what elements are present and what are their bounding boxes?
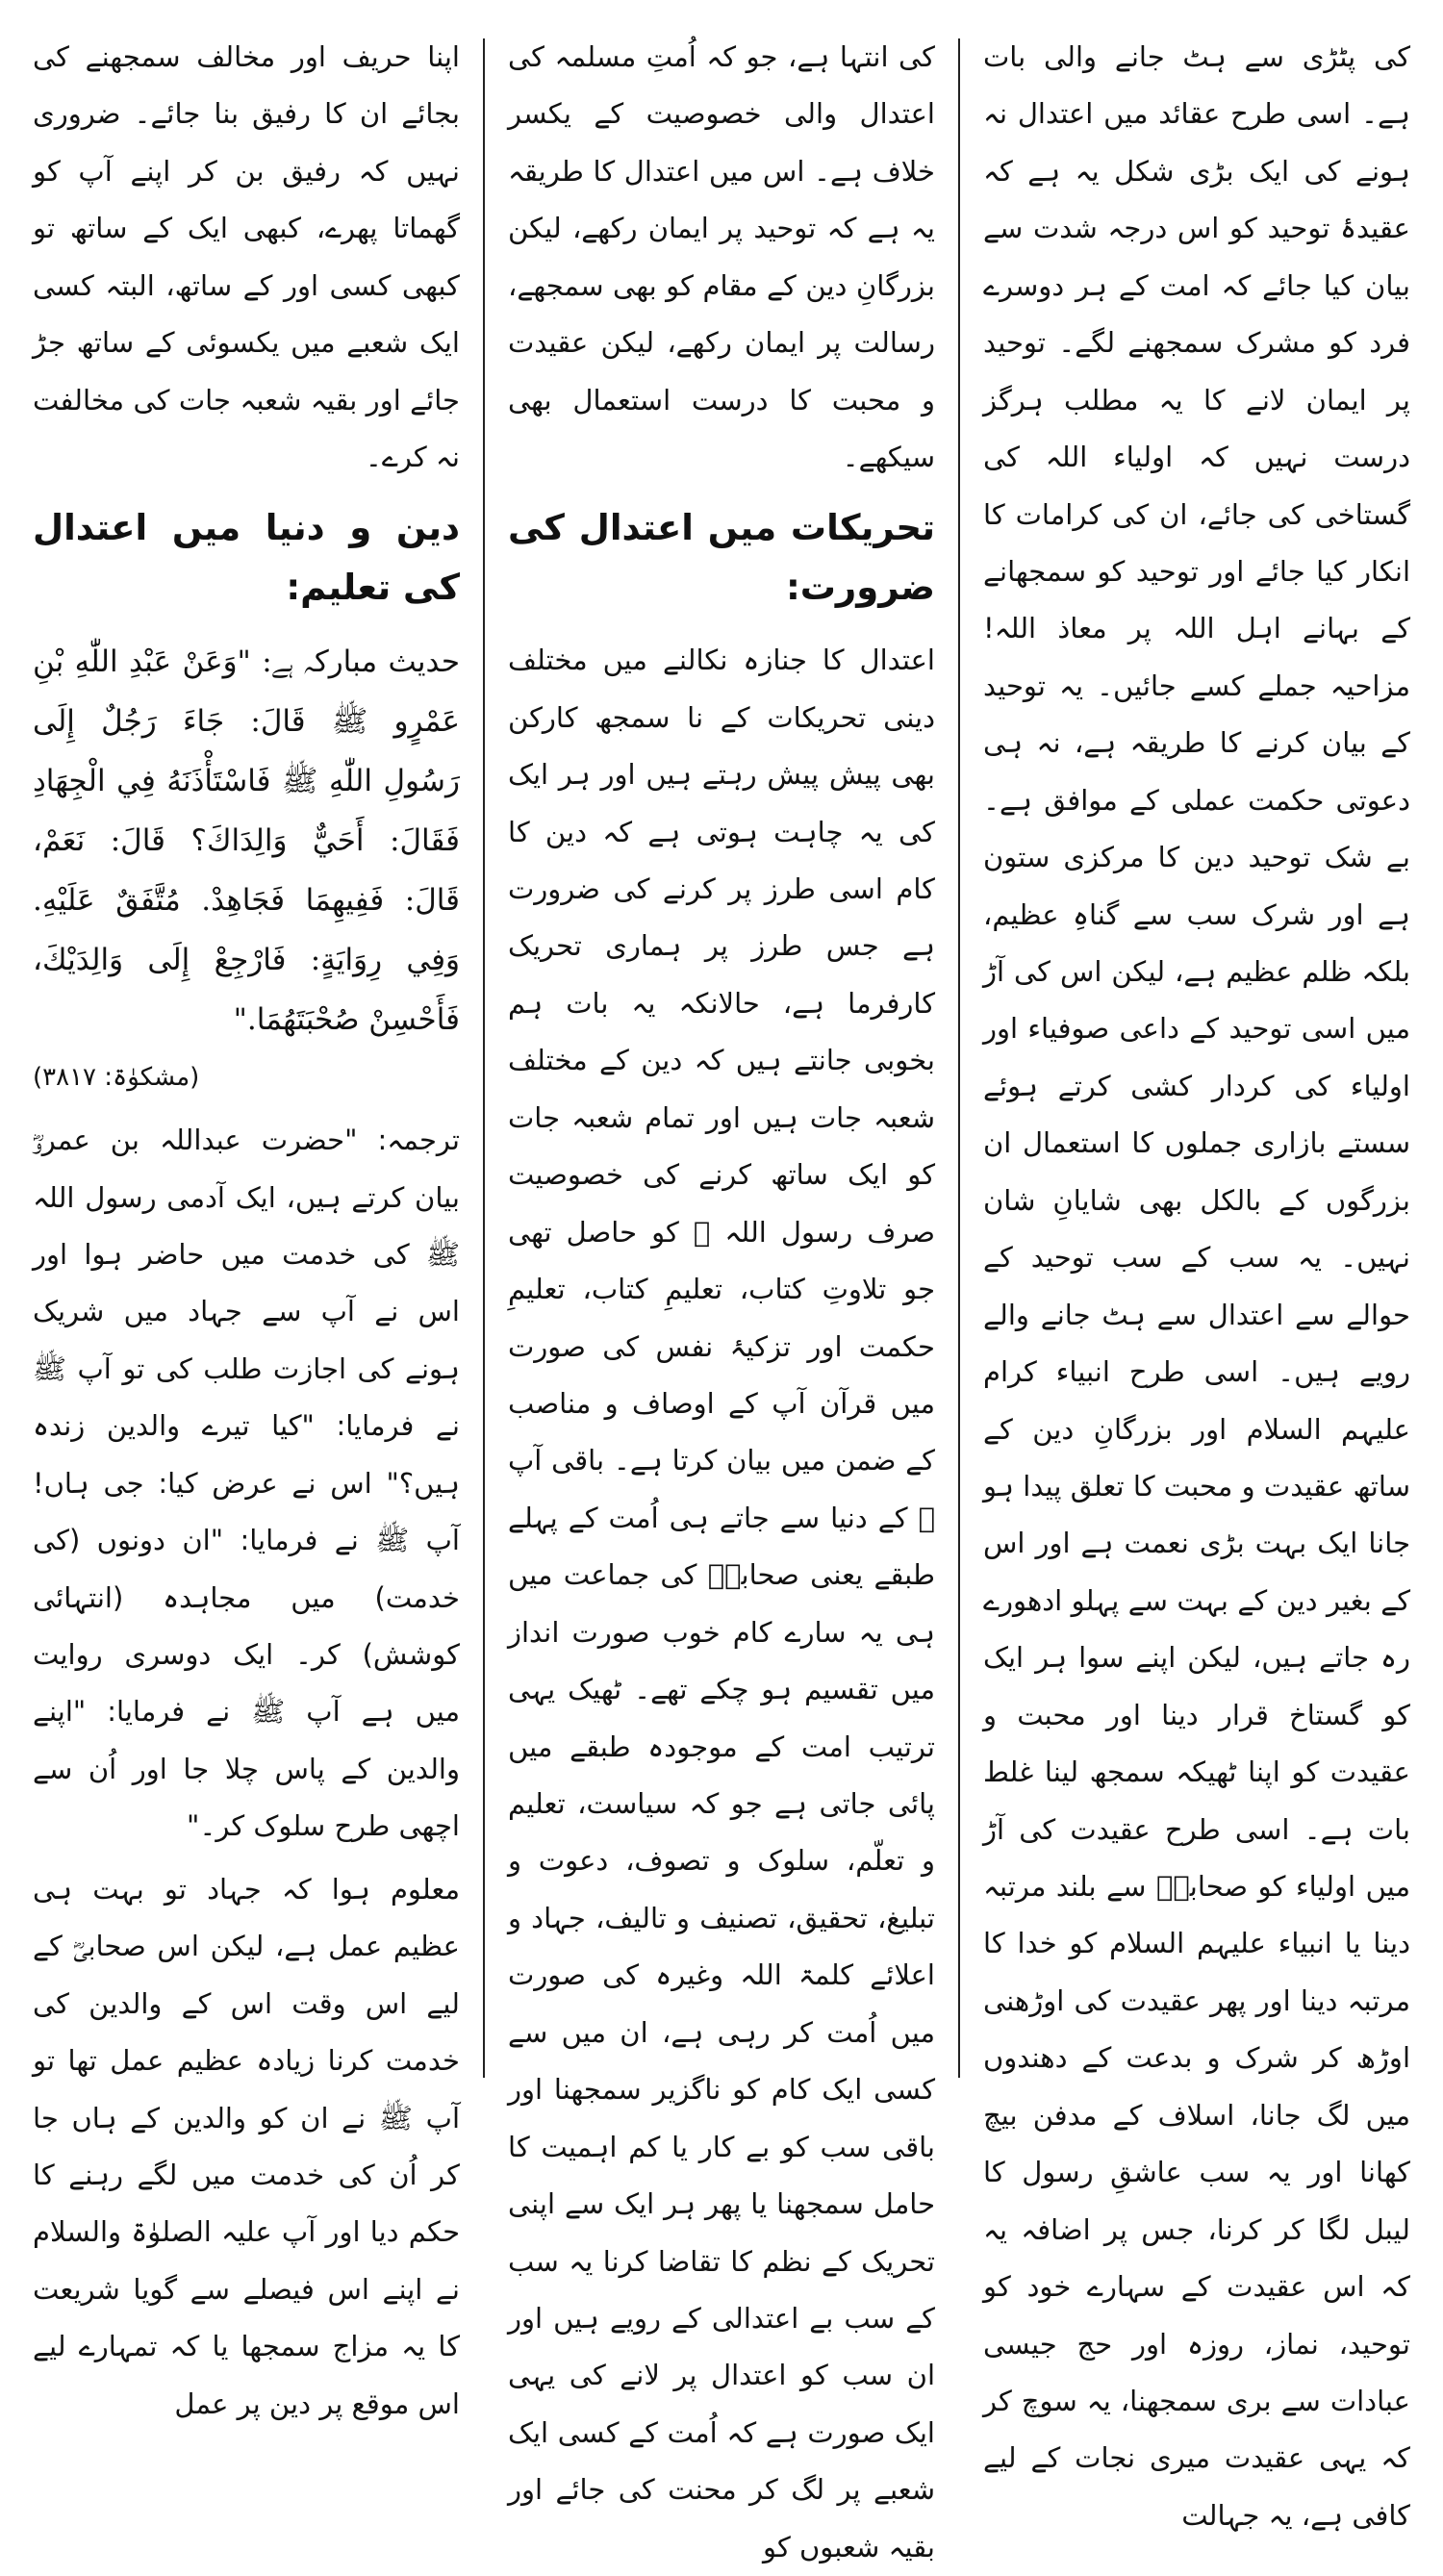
hadith-translation: ترجمہ: "حضرت عبداللہ بن عمروؓ بیان کرتے ہیں، ایک آدمی رسول اللہ ﷺ کی خدمت میں حاضر ہوا اور اس نے آپ سے جہاد میں شریک ہونے کی اجازت طلب کی تو آپ ﷺ نے فرمایا: "کیا تیرے والدین زندہ ہیں؟" اس نے عرض کیا: جی ہاں! آپ ﷺ نے فرمایا: "ان دونوں (کی خدمت) میں مجاہدہ (انتہائی کوشش) کر۔ ایک دوسری روایت میں ہے آپ ﷺ نے فرمایا: "اپنے والدین کے پاس چلا جا اور اُن سے اچھی طرح سلوک کر۔"	[33, 1124, 460, 1843]
column-divider-right	[958, 38, 960, 2078]
section-heading-religion-world: دین و دنیا میں اعتدال کی تعلیم:	[33, 506, 460, 609]
paragraph-left-2: معلوم ہوا کہ جہاد تو بہت ہی عظیم عمل ہے، لیکن اس صحابیؓ کے لیے اس وقت اس کے والدین کی خدمت کرنا زیادہ عظیم عمل تھا تو آپ ﷺ نے ان کو والدین کے ہاں جا کر اُن کی خدمت میں لگے رہنے کا حکم دیا اور آپ علیہ الصلوٰۃ والسلام نے اپنے اس فیصلے سے گویا شریعت کا یہ مزاج سمجھا یا کہ تمہارے لیے اس موقع پر دین پر عمل	[33, 1872, 460, 2420]
three-column-layout	[23, 29, 1420, 2563]
column-middle	[498, 29, 945, 2563]
paragraph-left-1: اپنا حریف اور مخالف سمجھنے کی بجائے ان کا رفیق بنا جائے۔ ضروری نہیں کہ رفیق بن کر اپنے آپ کو گھماتا پھرے، کبھی ایک کے ساتھ تو کبھی کسی اور کے ساتھ، البتہ کسی ایک شعبے میں یکسوئی کے ساتھ جڑ جائے اور بقیہ شعبہ جات کی مخالفت نہ کرے۔	[33, 40, 460, 474]
column-divider-left	[483, 38, 485, 2078]
column-right	[974, 29, 1420, 2532]
paragraph-right-1: کی پٹڑی سے ہٹ جانے والی بات ہے۔ اسی طرح عقائد میں اعتدال نہ ہونے کی ایک بڑی شکل یہ ہے کہ عقیدۂ توحید کو اس درجہ شدت سے بیان کیا جائے کہ امت کے ہر دوسرے فرد کو مشرک سمجھنے لگے۔ توحید پر ایمان لانے کا یہ مطلب ہرگز درست نہیں کہ اولیاء اللہ کی گستاخی کی جائے، ان کی کرامات کا انکار کیا جائے اور توحید کو سمجھانے کے بہانے اہل اللہ پر معاذ اللہ! مزاحیہ جملے کسے جائیں۔ یہ توحید کے بیان کرنے کا طریقہ ہے، نہ ہی دعوتی حکمت عملی کے موافق ہے۔ بے شک توحید دین کا مرکزی ستون ہے اور شرک سب سے گناہِ عظیم، بلکہ ظلم عظیم ہے، لیکن اس کی آڑ میں اسی توحید کے داعی صوفیاء اور اولیاء کی کردار کشی کرتے ہوئے سستے بازاری جملوں کا استعمال ان بزرگوں کے بالکل بھی شایانِ شان نہیں۔ یہ سب کے سب توحید کے حوالے سے اعتدال سے ہٹ جانے والے رویے ہیں۔ اسی طرح انبیاء کرام علیہم السلام اور بزرگانِ دین کے ساتھ عقیدت و محبت کا تعلق پیدا ہو جانا ایک بہت بڑی نعمت ہے اور اس کے بغیر دین کے بہت سے پہلو ادھورے رہ جاتے ہیں، لیکن اپنے سوا ہر ایک کو گستاخ قرار دینا اور محبت و عقیدت کو اپنا ٹھیکہ سمجھ لینا غلط بات ہے۔ اسی طرح عقیدت کی آڑ میں اولیاء کو صحابہؓ سے بلند مرتبہ دینا یا انبیاء علیہم السلام کو خدا کا مرتبہ دینا اور پھر عقیدت کی اوڑھنی اوڑھ کر شرک و بدعت کے دھندوں میں لگ جانا، اسلاف کے مدفن بیچ کھانا اور یہ سب عاشقِ رسول کا لیبل لگا کر کرنا، جس پر اضافہ یہ کہ اس عقیدت کے سہارے خود کو توحید، نماز، روزہ اور حج جیسی عبادات سے بری سمجھنا، یہ سوچ کر کہ یہی عقیدت میری نجات کے لیے کافی ہے، یہ جہالت	[983, 40, 1410, 2532]
section-heading-movements: تحریکات میں اعتدال کی ضرورت:	[508, 506, 935, 609]
paragraph-middle-2: اعتدال کا جنازہ نکالنے میں مختلف دینی تحریکات کے نا سمجھ کارکن بھی پیش پیش رہتے ہیں اور ہر ایک کی یہ چاہت ہوتی ہے کہ دین کا کام اسی طرز پر کرنے کی ضرورت ہے جس طرز پر ہماری تحریک کارفرما ہے، حالانکہ یہ بات ہم بخوبی جانتے ہیں کہ دین کے مختلف شعبہ جات ہیں اور تمام شعبہ جات کو ایک ساتھ کرنے کی خصوصیت صرف رسول اللہ ﷺ کو حاصل تھی جو تلاوتِ کتاب، تعلیمِ کتاب، تعلیمِ حکمت اور تزکیۂ نفس کی صورت میں قرآن آپ کے اوصاف و مناصب کے ضمن میں بیان کرتا ہے۔ باقی آپ ﷺ کے دنیا سے جاتے ہی اُمت کے پہلے طبقے یعنی صحابہؓ کی جماعت میں ہی یہ سارے کام خوب صورت انداز میں تقسیم ہو چکے تھے۔ ٹھیک یہی ترتیب امت کے موجودہ طبقے میں پائی جاتی ہے جو کہ سیاست، تعلیم و تعلّم، سلوک و تصوف، دعوت و تبلیغ، تحقیق، تصنیف و تالیف، جہاد و اعلائے کلمۃ اللہ وغیرہ کی صورت میں اُمت کر رہی ہے، ان میں سے کسی ایک کام کو ناگزیر سمجھنا اور باقی سب کو بے کار یا کم اہمیت کا حامل سمجھنا یا پھر ہر ایک سے اپنی تحریک کے نظم کا تقاضا کرنا یہ سب کے سب بے اعتدالی کے رویے ہیں اور ان سب کو اعتدال پر لانے کی یہی ایک صورت ہے کہ اُمت کے کسی ایک شعبے پر لگ کر محنت کی جائے اور بقیہ شعبوں کو	[508, 644, 935, 2563]
paragraph-middle-1: کی انتہا ہے، جو کہ اُمتِ مسلمہ کی اعتدال والی خصوصیت کے یکسر خلاف ہے۔ اس میں اعتدال کا طریقہ یہ ہے کہ توحید پر ایمان رکھے، لیکن بزرگانِ دین کے مقام کو بھی سمجھے، رسالت پر ایمان رکھے، لیکن عقیدت و محبت کا درست استعمال بھی سیکھے۔	[508, 40, 935, 474]
hadith-reference: (مشکوٰۃ: ۳۸۱۷)	[33, 1063, 200, 1093]
column-left	[23, 29, 469, 2420]
hadith-text: حدیث مبارکہ ہے: "وَعَنْ عَبْدِ اللّٰهِ بْنِ عَمْرٍو ﷺ قَالَ: جَاءَ رَجُلٌ إِلَى رَسُولِ اللّٰهِ ﷺ فَاسْتَأْذَنَهُ فِي الْجِهَادِ فَقَالَ: أَحَيٌّ وَالِدَاكَ؟ قَالَ: نَعَمْ، قَالَ: فَفِيهِمَا فَجَاهِدْ. مُتَّفَقٌ عَلَيْهِ. وَفِي رِوَايَةٍ: فَارْجِعْ إِلَى وَالِدَيْكَ، فَأَحْسِنْ صُحْبَتَهُمَا."	[33, 644, 460, 1038]
